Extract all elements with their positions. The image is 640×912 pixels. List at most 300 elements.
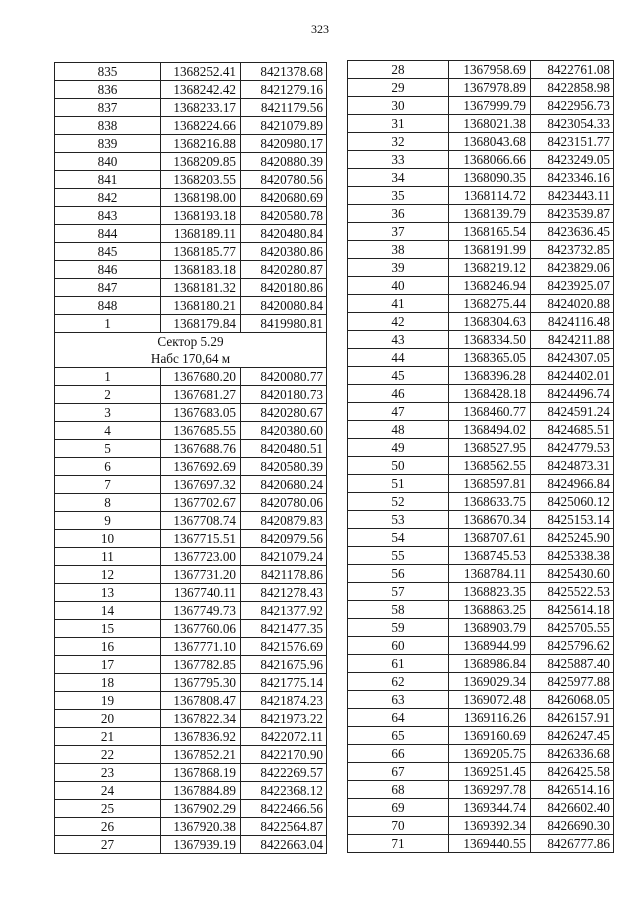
point-number-cell: 35 [348, 187, 449, 205]
point-number-cell: 67 [348, 763, 449, 781]
coordinates-table-right [347, 60, 614, 853]
point-number-cell: 10 [55, 530, 161, 548]
y-coordinate-cell: 8425705.55 [531, 619, 614, 637]
x-coordinate-cell: 1367836.92 [161, 728, 241, 746]
x-coordinate-cell: 1367760.06 [161, 620, 241, 638]
table-row [348, 421, 614, 439]
coordinates-table-left-body-b [55, 368, 327, 854]
x-coordinate-cell: 1369251.45 [449, 763, 531, 781]
x-coordinate-cell: 1368193.18 [161, 207, 241, 225]
x-coordinate-cell: 1367688.76 [161, 440, 241, 458]
y-coordinate-cell: 8422072.11 [241, 728, 327, 746]
y-coordinate-cell: 8425796.62 [531, 637, 614, 655]
y-coordinate-cell: 8421973.22 [241, 710, 327, 728]
x-coordinate-cell: 1369072.48 [449, 691, 531, 709]
point-number-cell: 26 [55, 818, 161, 836]
table-row [55, 63, 327, 81]
x-coordinate-cell: 1368242.42 [161, 81, 241, 99]
x-coordinate-cell: 1367692.69 [161, 458, 241, 476]
x-coordinate-cell: 1368021.38 [449, 115, 531, 133]
table-row [55, 692, 327, 710]
x-coordinate-cell: 1367683.05 [161, 404, 241, 422]
x-coordinate-cell: 1369160.69 [449, 727, 531, 745]
point-number-cell: 835 [55, 63, 161, 81]
y-coordinate-cell: 8425614.18 [531, 601, 614, 619]
table-row [55, 297, 327, 315]
y-coordinate-cell: 8421278.43 [241, 584, 327, 602]
page-number: 323 [311, 22, 329, 36]
point-number-cell: 17 [55, 656, 161, 674]
y-coordinate-cell: 8426602.40 [531, 799, 614, 817]
y-coordinate-cell: 8423151.77 [531, 133, 614, 151]
table-row [348, 691, 614, 709]
point-number-cell: 29 [348, 79, 449, 97]
point-number-cell: 843 [55, 207, 161, 225]
x-coordinate-cell: 1367958.69 [449, 61, 531, 79]
x-coordinate-cell: 1368275.44 [449, 295, 531, 313]
point-number-cell: 2 [55, 386, 161, 404]
table-row [348, 349, 614, 367]
y-coordinate-cell: 8420380.86 [241, 243, 327, 261]
x-coordinate-cell: 1368944.99 [449, 637, 531, 655]
sector-title-row [55, 333, 327, 351]
y-coordinate-cell: 8423054.33 [531, 115, 614, 133]
table-row [55, 440, 327, 458]
table-row [348, 133, 614, 151]
x-coordinate-cell: 1368066.66 [449, 151, 531, 169]
table-row [348, 97, 614, 115]
y-coordinate-cell: 8423346.16 [531, 169, 614, 187]
x-coordinate-cell: 1368165.54 [449, 223, 531, 241]
y-coordinate-cell: 8426157.91 [531, 709, 614, 727]
table-row [348, 817, 614, 835]
table-row [55, 207, 327, 225]
x-coordinate-cell: 1368527.95 [449, 439, 531, 457]
point-number-cell: 40 [348, 277, 449, 295]
y-coordinate-cell: 8420280.67 [241, 404, 327, 422]
point-number-cell: 48 [348, 421, 449, 439]
sector-subtitle: Набс 170,64 м [55, 350, 327, 368]
table-row [55, 728, 327, 746]
x-coordinate-cell: 1368209.85 [161, 153, 241, 171]
y-coordinate-cell: 8420879.83 [241, 512, 327, 530]
table-row [348, 511, 614, 529]
y-coordinate-cell: 8426777.86 [531, 835, 614, 853]
point-number-cell: 39 [348, 259, 449, 277]
table-row [348, 835, 614, 853]
y-coordinate-cell: 8426336.68 [531, 745, 614, 763]
y-coordinate-cell: 8420580.39 [241, 458, 327, 476]
table-row [348, 529, 614, 547]
x-coordinate-cell: 1367920.38 [161, 818, 241, 836]
y-coordinate-cell: 8422269.57 [241, 764, 327, 782]
point-number-cell: 41 [348, 295, 449, 313]
point-number-cell: 1 [55, 315, 161, 333]
x-coordinate-cell: 1367822.34 [161, 710, 241, 728]
y-coordinate-cell: 8426514.16 [531, 781, 614, 799]
y-coordinate-cell: 8424966.84 [531, 475, 614, 493]
y-coordinate-cell: 8422858.98 [531, 79, 614, 97]
x-coordinate-cell: 1369297.78 [449, 781, 531, 799]
point-number-cell: 4 [55, 422, 161, 440]
y-coordinate-cell: 8422956.73 [531, 97, 614, 115]
y-coordinate-cell: 8420080.84 [241, 297, 327, 315]
y-coordinate-cell: 8421378.68 [241, 63, 327, 81]
table-row [348, 781, 614, 799]
y-coordinate-cell: 8421576.69 [241, 638, 327, 656]
table-row [348, 673, 614, 691]
table-row [55, 746, 327, 764]
table-row [55, 800, 327, 818]
table-row [55, 153, 327, 171]
table-row [348, 637, 614, 655]
y-coordinate-cell: 8424116.48 [531, 313, 614, 331]
x-coordinate-cell: 1368043.68 [449, 133, 531, 151]
point-number-cell: 22 [55, 746, 161, 764]
point-number-cell: 840 [55, 153, 161, 171]
point-number-cell: 53 [348, 511, 449, 529]
point-number-cell: 6 [55, 458, 161, 476]
x-coordinate-cell: 1368334.50 [449, 331, 531, 349]
point-number-cell: 61 [348, 655, 449, 673]
point-number-cell: 27 [55, 836, 161, 854]
x-coordinate-cell: 1368203.55 [161, 171, 241, 189]
point-number-cell: 44 [348, 349, 449, 367]
table-row [55, 117, 327, 135]
x-coordinate-cell: 1367795.30 [161, 674, 241, 692]
x-coordinate-cell: 1369205.75 [449, 745, 531, 763]
y-coordinate-cell: 8421775.14 [241, 674, 327, 692]
x-coordinate-cell: 1368219.12 [449, 259, 531, 277]
x-coordinate-cell: 1367708.74 [161, 512, 241, 530]
point-number-cell: 844 [55, 225, 161, 243]
point-number-cell: 28 [348, 61, 449, 79]
point-number-cell: 845 [55, 243, 161, 261]
sector-subtitle-row [55, 350, 327, 368]
table-row [348, 475, 614, 493]
point-number-cell: 63 [348, 691, 449, 709]
y-coordinate-cell: 8420979.56 [241, 530, 327, 548]
point-number-cell: 23 [55, 764, 161, 782]
x-coordinate-cell: 1368365.05 [449, 349, 531, 367]
table-row [348, 403, 614, 421]
point-number-cell: 9 [55, 512, 161, 530]
y-coordinate-cell: 8422564.87 [241, 818, 327, 836]
point-number-cell: 7 [55, 476, 161, 494]
coordinates-table-left-body-a [55, 63, 327, 333]
point-number-cell: 52 [348, 493, 449, 511]
x-coordinate-cell: 1367868.19 [161, 764, 241, 782]
x-coordinate-cell: 1367697.32 [161, 476, 241, 494]
table-row [348, 241, 614, 259]
y-coordinate-cell: 8420380.60 [241, 422, 327, 440]
y-coordinate-cell: 8421675.96 [241, 656, 327, 674]
x-coordinate-cell: 1369116.26 [449, 709, 531, 727]
table-row [348, 313, 614, 331]
point-number-cell: 11 [55, 548, 161, 566]
sector-header [55, 333, 327, 368]
table-row [55, 836, 327, 854]
table-row [348, 385, 614, 403]
point-number-cell: 54 [348, 529, 449, 547]
table-row [348, 151, 614, 169]
table-row [348, 745, 614, 763]
x-coordinate-cell: 1369029.34 [449, 673, 531, 691]
point-number-cell: 1 [55, 368, 161, 386]
x-coordinate-cell: 1368246.94 [449, 277, 531, 295]
point-number-cell: 31 [348, 115, 449, 133]
x-coordinate-cell: 1368428.18 [449, 385, 531, 403]
x-coordinate-cell: 1368562.55 [449, 457, 531, 475]
x-coordinate-cell: 1369344.74 [449, 799, 531, 817]
x-coordinate-cell: 1367749.73 [161, 602, 241, 620]
x-coordinate-cell: 1368181.32 [161, 279, 241, 297]
table-row [55, 189, 327, 207]
x-coordinate-cell: 1367978.89 [449, 79, 531, 97]
point-number-cell: 847 [55, 279, 161, 297]
table-row [55, 386, 327, 404]
y-coordinate-cell: 8420780.56 [241, 171, 327, 189]
table-row [348, 565, 614, 583]
table-row [348, 115, 614, 133]
x-coordinate-cell: 1367884.89 [161, 782, 241, 800]
point-number-cell: 57 [348, 583, 449, 601]
y-coordinate-cell: 8424779.53 [531, 439, 614, 457]
y-coordinate-cell: 8424496.74 [531, 385, 614, 403]
point-number-cell: 70 [348, 817, 449, 835]
x-coordinate-cell: 1368191.99 [449, 241, 531, 259]
x-coordinate-cell: 1368183.18 [161, 261, 241, 279]
x-coordinate-cell: 1367782.85 [161, 656, 241, 674]
y-coordinate-cell: 8425977.88 [531, 673, 614, 691]
point-number-cell: 45 [348, 367, 449, 385]
point-number-cell: 837 [55, 99, 161, 117]
y-coordinate-cell: 8424211.88 [531, 331, 614, 349]
table-row [55, 548, 327, 566]
table-row [348, 367, 614, 385]
table-row [348, 655, 614, 673]
point-number-cell: 839 [55, 135, 161, 153]
point-number-cell: 37 [348, 223, 449, 241]
y-coordinate-cell: 8420680.69 [241, 189, 327, 207]
y-coordinate-cell: 8420280.87 [241, 261, 327, 279]
x-coordinate-cell: 1369440.55 [449, 835, 531, 853]
point-number-cell: 5 [55, 440, 161, 458]
x-coordinate-cell: 1367685.55 [161, 422, 241, 440]
y-coordinate-cell: 8422170.90 [241, 746, 327, 764]
point-number-cell: 55 [348, 547, 449, 565]
point-number-cell: 56 [348, 565, 449, 583]
point-number-cell: 46 [348, 385, 449, 403]
y-coordinate-cell: 8422466.56 [241, 800, 327, 818]
x-coordinate-cell: 1368233.17 [161, 99, 241, 117]
point-number-cell: 841 [55, 171, 161, 189]
table-row [348, 457, 614, 475]
x-coordinate-cell: 1368903.79 [449, 619, 531, 637]
point-number-cell: 14 [55, 602, 161, 620]
point-number-cell: 65 [348, 727, 449, 745]
point-number-cell: 43 [348, 331, 449, 349]
y-coordinate-cell: 8424591.24 [531, 403, 614, 421]
y-coordinate-cell: 8422761.08 [531, 61, 614, 79]
y-coordinate-cell: 8425887.40 [531, 655, 614, 673]
y-coordinate-cell: 8421079.89 [241, 117, 327, 135]
table-row [55, 782, 327, 800]
table-row [55, 368, 327, 386]
table-row [348, 61, 614, 79]
x-coordinate-cell: 1367999.79 [449, 97, 531, 115]
y-coordinate-cell: 8420580.78 [241, 207, 327, 225]
y-coordinate-cell: 8425430.60 [531, 565, 614, 583]
y-coordinate-cell: 8420180.86 [241, 279, 327, 297]
point-number-cell: 47 [348, 403, 449, 421]
table-row [348, 727, 614, 745]
y-coordinate-cell: 8423829.06 [531, 259, 614, 277]
x-coordinate-cell: 1368198.00 [161, 189, 241, 207]
x-coordinate-cell: 1368304.63 [449, 313, 531, 331]
x-coordinate-cell: 1367715.51 [161, 530, 241, 548]
point-number-cell: 51 [348, 475, 449, 493]
y-coordinate-cell: 8423925.07 [531, 277, 614, 295]
table-row [348, 619, 614, 637]
x-coordinate-cell: 1367852.21 [161, 746, 241, 764]
table-row [55, 99, 327, 117]
table-row [55, 225, 327, 243]
y-coordinate-cell: 8423636.45 [531, 223, 614, 241]
point-number-cell: 13 [55, 584, 161, 602]
x-coordinate-cell: 1368823.35 [449, 583, 531, 601]
x-coordinate-cell: 1367939.19 [161, 836, 241, 854]
x-coordinate-cell: 1368090.35 [449, 169, 531, 187]
x-coordinate-cell: 1368252.41 [161, 63, 241, 81]
y-coordinate-cell: 8420880.39 [241, 153, 327, 171]
x-coordinate-cell: 1367771.10 [161, 638, 241, 656]
point-number-cell: 838 [55, 117, 161, 135]
y-coordinate-cell: 8420980.17 [241, 135, 327, 153]
x-coordinate-cell: 1367702.67 [161, 494, 241, 512]
table-row [55, 404, 327, 422]
y-coordinate-cell: 8421874.23 [241, 692, 327, 710]
y-coordinate-cell: 8425245.90 [531, 529, 614, 547]
point-number-cell: 16 [55, 638, 161, 656]
table-row [55, 566, 327, 584]
table-row [55, 243, 327, 261]
y-coordinate-cell: 8426247.45 [531, 727, 614, 745]
point-number-cell: 32 [348, 133, 449, 151]
coordinates-table-right-body [348, 61, 614, 853]
y-coordinate-cell: 8420480.84 [241, 225, 327, 243]
table-row [55, 764, 327, 782]
table-row [55, 710, 327, 728]
table-row [55, 81, 327, 99]
y-coordinate-cell: 8424307.05 [531, 349, 614, 367]
point-number-cell: 15 [55, 620, 161, 638]
point-number-cell: 68 [348, 781, 449, 799]
point-number-cell: 36 [348, 205, 449, 223]
y-coordinate-cell: 8423443.11 [531, 187, 614, 205]
x-coordinate-cell: 1368139.79 [449, 205, 531, 223]
table-row [55, 315, 327, 333]
table-row [348, 709, 614, 727]
y-coordinate-cell: 8421377.92 [241, 602, 327, 620]
table-row [55, 602, 327, 620]
coordinates-table-left [54, 62, 327, 854]
x-coordinate-cell: 1368633.75 [449, 493, 531, 511]
table-row [348, 277, 614, 295]
table-row [55, 656, 327, 674]
y-coordinate-cell: 8420680.24 [241, 476, 327, 494]
table-row [348, 187, 614, 205]
point-number-cell: 846 [55, 261, 161, 279]
table-row [55, 261, 327, 279]
x-coordinate-cell: 1368597.81 [449, 475, 531, 493]
table-row [55, 512, 327, 530]
point-number-cell: 66 [348, 745, 449, 763]
table-row [348, 331, 614, 349]
x-coordinate-cell: 1368189.11 [161, 225, 241, 243]
x-coordinate-cell: 1368745.53 [449, 547, 531, 565]
table-row [348, 259, 614, 277]
point-number-cell: 3 [55, 404, 161, 422]
x-coordinate-cell: 1368396.28 [449, 367, 531, 385]
y-coordinate-cell: 8425338.38 [531, 547, 614, 565]
y-coordinate-cell: 8422663.04 [241, 836, 327, 854]
x-coordinate-cell: 1367723.00 [161, 548, 241, 566]
x-coordinate-cell: 1367740.11 [161, 584, 241, 602]
x-coordinate-cell: 1368784.11 [449, 565, 531, 583]
y-coordinate-cell: 8425522.53 [531, 583, 614, 601]
table-row [348, 547, 614, 565]
point-number-cell: 58 [348, 601, 449, 619]
table-row [348, 799, 614, 817]
table-row [348, 169, 614, 187]
x-coordinate-cell: 1368216.88 [161, 135, 241, 153]
y-coordinate-cell: 8421477.35 [241, 620, 327, 638]
y-coordinate-cell: 8425060.12 [531, 493, 614, 511]
point-number-cell: 49 [348, 439, 449, 457]
y-coordinate-cell: 8421179.56 [241, 99, 327, 117]
x-coordinate-cell: 1368707.61 [449, 529, 531, 547]
table-row [55, 584, 327, 602]
x-coordinate-cell: 1368179.84 [161, 315, 241, 333]
table-row [348, 223, 614, 241]
table-row [348, 295, 614, 313]
table-row [55, 620, 327, 638]
x-coordinate-cell: 1368114.72 [449, 187, 531, 205]
point-number-cell: 18 [55, 674, 161, 692]
y-coordinate-cell: 8426425.58 [531, 763, 614, 781]
table-row [55, 494, 327, 512]
y-coordinate-cell: 8420180.73 [241, 386, 327, 404]
point-number-cell: 25 [55, 800, 161, 818]
y-coordinate-cell: 8421079.24 [241, 548, 327, 566]
table-row [348, 763, 614, 781]
y-coordinate-cell: 8426690.30 [531, 817, 614, 835]
y-coordinate-cell: 8424873.31 [531, 457, 614, 475]
point-number-cell: 38 [348, 241, 449, 259]
table-row [55, 171, 327, 189]
y-coordinate-cell: 8420480.51 [241, 440, 327, 458]
x-coordinate-cell: 1368494.02 [449, 421, 531, 439]
sector-title: Сектор 5.29 [55, 333, 327, 351]
x-coordinate-cell: 1368863.25 [449, 601, 531, 619]
y-coordinate-cell: 8423732.85 [531, 241, 614, 259]
y-coordinate-cell: 8421279.16 [241, 81, 327, 99]
point-number-cell: 30 [348, 97, 449, 115]
table-row [55, 638, 327, 656]
x-coordinate-cell: 1367680.20 [161, 368, 241, 386]
point-number-cell: 69 [348, 799, 449, 817]
